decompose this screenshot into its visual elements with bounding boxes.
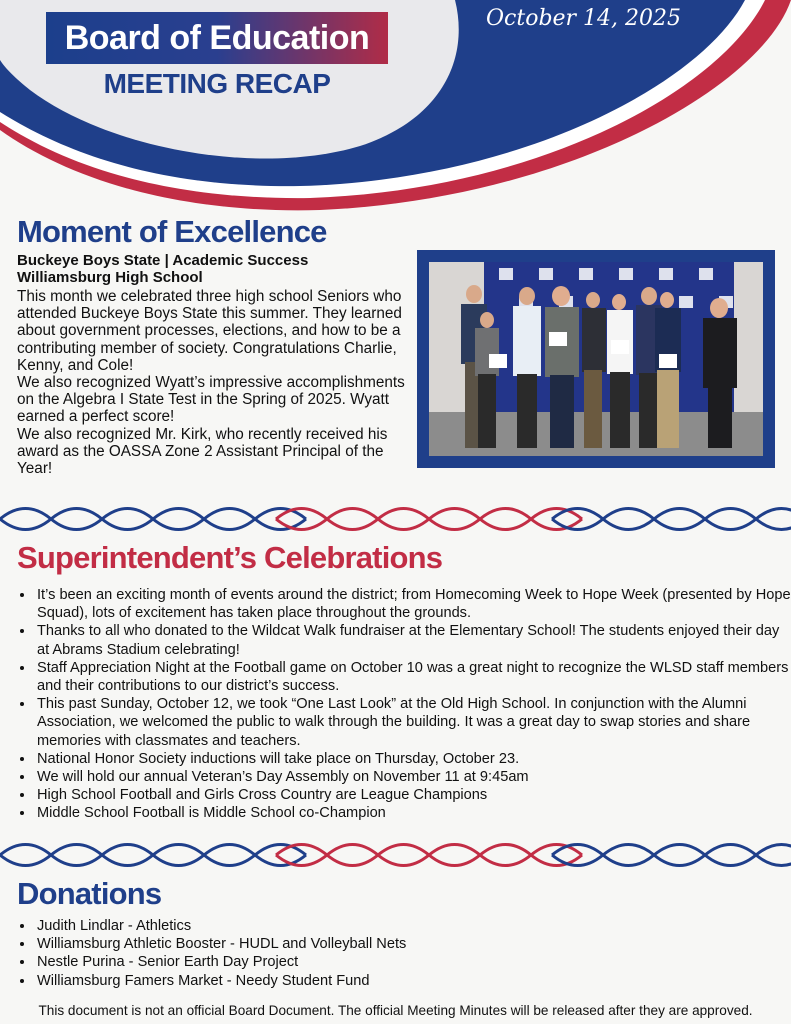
list-item: • Thanks to all who donated to the Wildcat Walk fundraiser at the Elementary School! The students enjoyed their day at Abrams Stadium celebrating! [35,622,791,658]
list-item: • High School Football and Girls Cross Country are League Champions [35,786,791,804]
footer-disclaimer: This document is not an official Board Document. The official Meeting Minutes will be released after they are approved. [38,1003,753,1018]
list-item: • It’s been an exciting month of events around the district; from Homecoming Week to Hope Week (presented by Hope Squad), lots of excitement has taken place throughout the grounds. [35,586,791,622]
moment-subheading-line2: Williamsburg High School [17,269,203,286]
document-subtitle: MEETING RECAP [103,68,331,99]
chain-divider [0,504,791,534]
celebrations-list [17,586,791,823]
donations-list [17,917,791,990]
list-item: • Williamsburg Athletic Booster - HUDL and Volleyball Nets [35,935,791,953]
celebrations-heading: Superintendent’s Celebrations [17,540,443,575]
list-item: • Nestle Purina - Senior Earth Day Project [35,953,791,971]
meeting-date: October 14, 2025 [486,6,682,31]
list-item: • Judith Lindlar - Athletics [35,917,791,935]
moment-heading: Moment of Excellence [17,214,327,249]
group-photo-image [429,262,763,456]
group-photo [417,250,775,468]
moment-subheading-line1: Buckeye Boys State | Academic Success [17,252,309,269]
moment-paragraph: We also recognized Wyatt’s impressive accomplishments on the Algebra I State Test in the Spring of 2025. Wyatt earned a perfect score! [17,374,405,426]
list-item: • Middle School Football is Middle School co-Champion [35,804,791,822]
document-title: Board of Education [46,12,388,64]
list-item: • This past Sunday, October 12, we took “One Last Look” at the Old High School. In conjunction with the Alumni Association, we welcomed the public to walk through the building. It was a great day to swap stories and share memories with classmates and teachers. [35,695,791,750]
moment-body [17,288,412,477]
list-item: • We will hold our annual Veteran’s Day Assembly on November 11 at 9:45am [35,768,791,786]
list-item: • National Honor Society inductions will take place on Thursday, October 23. [35,750,791,768]
moment-subheading [17,252,412,286]
moment-paragraph: This month we celebrated three high school Seniors who attended Buckeye Boys State this summer. They learned about government processes, elections, and how to be a contributing member of society. Congratulations Charlie, Kenny, and Cole! [17,288,402,374]
list-item: • Staff Appreciation Night at the Football game on October 10 was a great night to recognize the WLSD staff members and their contributions to our district’s success. [35,659,791,695]
list-item: • Williamsburg Famers Market - Needy Student Fund [35,972,791,990]
chain-divider [0,840,791,870]
moment-paragraph: We also recognized Mr. Kirk, who recently received his award as the OASSA Zone 2 Assistant Principal of the Year! [17,425,388,478]
donations-heading: Donations [17,876,162,911]
